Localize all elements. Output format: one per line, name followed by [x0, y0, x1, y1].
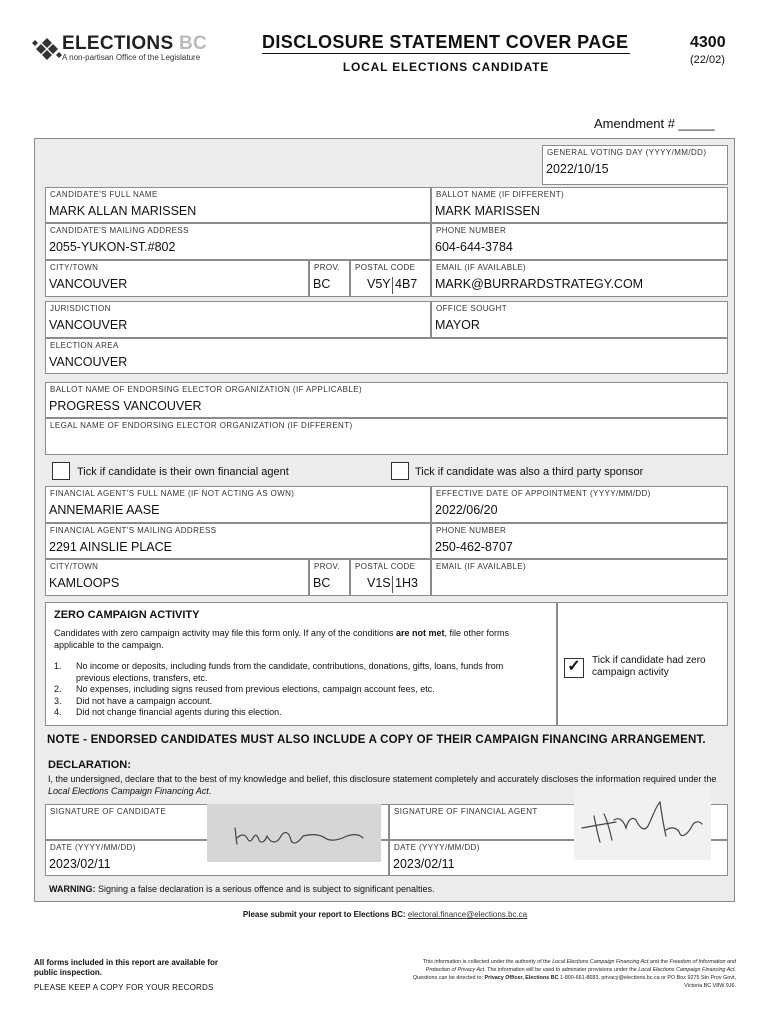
intro-text-a: Candidates with zero campaign activity may file this form only. If any of the conditions: [54, 628, 396, 638]
zero-campaign-activity-section: [45, 602, 557, 726]
agent-full-name-field[interactable]: [45, 486, 431, 523]
privacy-text: This information is collected under the authority of the: [422, 959, 553, 965]
candidate-email-field[interactable]: [431, 260, 728, 297]
jurisdiction-field[interactable]: [45, 301, 431, 338]
privacy-act-name: Local Elections Campaign Financing Act: [552, 959, 649, 965]
agent-postal-code-field[interactable]: [350, 559, 431, 596]
condition-item: [54, 707, 532, 719]
field-value: 2023/02/11: [393, 857, 455, 871]
condition-item: [54, 684, 532, 696]
intro-text-c: , file other forms applicable to the campaign.: [54, 628, 510, 650]
field-label: CANDIDATE'S FULL NAME: [50, 190, 158, 199]
election-area-field[interactable]: [45, 338, 728, 374]
agent-mailing-address-field[interactable]: [45, 523, 431, 559]
agent-effective-date-field[interactable]: [431, 486, 728, 523]
field-value: BC: [313, 277, 331, 291]
declaration-act-name: Local Elections Campaign Financing Act: [48, 786, 209, 796]
declaration-title: DECLARATION:: [48, 759, 131, 771]
privacy-officer: Privacy Officer, Elections BC: [484, 975, 559, 981]
field-label: EMAIL (IF AVAILABLE): [436, 263, 527, 272]
ballot-name-field[interactable]: [431, 187, 728, 223]
agent-email-field[interactable]: [431, 559, 728, 596]
condition-number: 4.: [54, 707, 62, 717]
endorsed-candidates-note: NOTE - ENDORSED CANDIDATES MUST ALSO INCLUDE A COPY OF THEIR CAMPAIGN FINANCING ARRANGEMENT.: [47, 734, 706, 746]
own-agent-checkbox[interactable]: [52, 462, 70, 480]
logo-main: ELECTIONS: [62, 33, 174, 54]
privacy-notice: [410, 958, 736, 990]
declaration-text-a: I, the undersigned, declare that to the best of my knowledge and belief, this disclosure statement completely and accurately discloses the information required under the: [48, 774, 717, 784]
field-label: BALLOT NAME OF ENDORSING ELECTOR ORGANIZATION (IF APPLICABLE): [50, 385, 363, 394]
intro-text-bold: are not met: [396, 628, 445, 638]
disclosure-form: [34, 138, 735, 902]
third-party-label: Tick if candidate was also a third party sponsor: [415, 466, 644, 478]
field-label: PHONE NUMBER: [436, 226, 507, 235]
field-value: MARK MARISSEN: [435, 204, 540, 218]
candidate-postal-code-field[interactable]: [350, 260, 431, 297]
agent-signature-image: [574, 786, 711, 860]
field-label: JURISDICTION: [50, 304, 111, 313]
condition-number: 1.: [54, 661, 62, 671]
zero-campaign-tick-label: Tick if candidate had zero campaign activity: [592, 655, 706, 678]
field-value: PROGRESS VANCOUVER: [49, 399, 202, 413]
submit-email-link[interactable]: electoral.finance@elections.bc.ca: [407, 910, 528, 919]
warning-text: [49, 884, 435, 894]
field-label: ELECTION AREA: [50, 341, 119, 350]
third-party-checkbox[interactable]: [391, 462, 409, 480]
field-value: VANCOUVER: [49, 318, 128, 332]
field-label: POSTAL CODE: [355, 263, 416, 272]
zero-campaign-intro: [54, 627, 532, 651]
declaration-text-c: .: [208, 786, 212, 796]
condition-number: 3.: [54, 695, 62, 706]
submit-instructions: [0, 910, 770, 919]
form-version: (22/02): [690, 54, 725, 66]
condition-item: [54, 696, 532, 708]
keep-copy-note: PLEASE KEEP A COPY FOR YOUR RECORDS: [34, 983, 214, 992]
field-label: LEGAL NAME OF ENDORSING ELECTOR ORGANIZATION (IF DIFFERENT): [50, 421, 353, 430]
field-value: 2055-YUKON-ST.#802: [49, 240, 176, 254]
public-inspection-note: All forms included in this report are available for public inspection.: [34, 958, 219, 977]
warning-message: Signing a false declaration is a serious offence and is subject to significant penalties.: [95, 884, 435, 894]
own-agent-label: Tick if candidate is their own financial agent: [77, 466, 289, 478]
postal-code-part2: 4B7: [395, 277, 418, 291]
warning-label: WARNING:: [49, 884, 96, 894]
field-value: 2291 AINSLIE PLACE: [49, 540, 172, 554]
general-voting-day-field[interactable]: [542, 145, 728, 185]
field-value: VANCOUVER: [49, 277, 128, 291]
field-label: SIGNATURE OF CANDIDATE: [50, 807, 167, 816]
zero-campaign-checkbox[interactable]: ✓: [564, 658, 584, 678]
field-label: PHONE NUMBER: [436, 526, 507, 535]
candidate-full-name-field[interactable]: [45, 187, 431, 223]
condition-number: 2.: [54, 684, 62, 694]
condition-text: Did not have a campaign account.: [76, 695, 213, 706]
logo-wordmark: [62, 33, 207, 55]
form-number: 4300: [690, 34, 726, 51]
candidate-signature-image: [207, 804, 381, 862]
field-label: OFFICE SOUGHT: [436, 304, 507, 313]
candidate-prov-field[interactable]: [309, 260, 350, 297]
field-value: VANCOUVER: [49, 355, 128, 369]
candidate-city-field[interactable]: [45, 260, 309, 297]
postal-code-part1: V1S: [367, 576, 391, 590]
postal-code-part1: V5Y: [367, 277, 391, 291]
zero-campaign-conditions: [54, 661, 532, 719]
field-label: CANDIDATE'S MAILING ADDRESS: [50, 226, 189, 235]
privacy-act-name: Freedom of Information and Protection of Privacy Act: [425, 959, 736, 973]
field-label: SIGNATURE OF FINANCIAL AGENT: [394, 807, 538, 816]
field-value: BC: [313, 576, 331, 590]
field-label: EMAIL (IF AVAILABLE): [436, 562, 527, 571]
field-value: KAMLOOPS: [49, 576, 120, 590]
field-value: 2022/10/15: [546, 162, 609, 176]
postal-code-divider: [392, 576, 393, 593]
field-value: MARK ALLAN MARISSEN: [49, 204, 197, 218]
field-label: FINANCIAL AGENT'S MAILING ADDRESS: [50, 526, 217, 535]
logo-tagline: A non-partisan Office of the Legislature: [62, 53, 201, 62]
field-label: CITY/TOWN: [50, 562, 99, 571]
field-label: POSTAL CODE: [355, 562, 416, 571]
agent-prov-field[interactable]: [309, 559, 350, 596]
office-sought-field[interactable]: [431, 301, 728, 338]
field-label: CITY/TOWN: [50, 263, 99, 272]
condition-item: [54, 661, 532, 684]
privacy-text: 1-800-661-8683, privacy@elections.bc.ca or PO Box 9275 Stn Prov Govt, Victoria BC V8W 9J6.: [558, 975, 736, 989]
privacy-text: . Questions can be directed to:: [412, 967, 736, 981]
title-underline: [262, 53, 630, 54]
privacy-act-name: Local Elections Campaign Financing Act: [638, 967, 735, 973]
field-value: 2022/06/20: [435, 503, 498, 517]
zero-campaign-tick-section: [557, 602, 728, 726]
agent-phone-field[interactable]: [431, 523, 728, 559]
field-label: FINANCIAL AGENT'S FULL NAME (IF NOT ACTING AS OWN): [50, 489, 295, 498]
field-value: 250-462-8707: [435, 540, 513, 554]
field-label: BALLOT NAME (IF DIFFERENT): [436, 190, 565, 199]
submit-text: Please submit your report to Elections BC:: [242, 910, 408, 919]
field-label: PROV.: [314, 562, 341, 571]
field-label: PROV.: [314, 263, 341, 272]
postal-code-divider: [392, 277, 393, 294]
logo-bc: BC: [179, 33, 208, 54]
zero-campaign-title: ZERO CAMPAIGN ACTIVITY: [54, 609, 200, 621]
field-value: ANNEMARIE AASE: [49, 503, 160, 517]
agent-city-field[interactable]: [45, 559, 309, 596]
field-label: DATE (YYYY/MM/DD): [50, 843, 136, 852]
field-value: MAYOR: [435, 318, 480, 332]
field-value: MARK@BURRARDSTRATEGY.COM: [435, 277, 644, 291]
field-label: GENERAL VOTING DAY (YYYY/MM/DD): [547, 148, 707, 157]
endorsing-org-ballot-name-field[interactable]: [45, 382, 728, 418]
condition-text: No expenses, including signs reused from previous elections, campaign account fees, etc.: [76, 684, 435, 694]
elections-bc-logo-icon: [32, 36, 62, 62]
field-label: DATE (YYYY/MM/DD): [394, 843, 480, 852]
privacy-text: and the: [648, 959, 670, 965]
candidate-mailing-address-field[interactable]: [45, 223, 431, 260]
page-subtitle: LOCAL ELECTIONS CANDIDATE: [342, 60, 550, 74]
condition-text: No income or deposits, including funds from the candidate, contributions, donations, gifts, loans, funds from previous elections, transfers, etc.: [76, 661, 504, 683]
field-label: EFFECTIVE DATE OF APPOINTMENT (YYYY/MM/DD): [436, 489, 651, 498]
candidate-phone-field[interactable]: [431, 223, 728, 260]
field-value: 604-644-3784: [435, 240, 513, 254]
page-title: DISCLOSURE STATEMENT COVER PAGE: [262, 32, 629, 52]
condition-text: Did not change financial agents during this election.: [76, 707, 282, 717]
privacy-text: . The information will be used to administer provisions under the: [484, 967, 639, 973]
endorsing-org-legal-name-field[interactable]: [45, 418, 728, 455]
field-value: 2023/02/11: [49, 857, 111, 871]
postal-code-part2: 1H3: [395, 576, 418, 590]
amendment-field[interactable]: Amendment # _____: [594, 116, 715, 131]
